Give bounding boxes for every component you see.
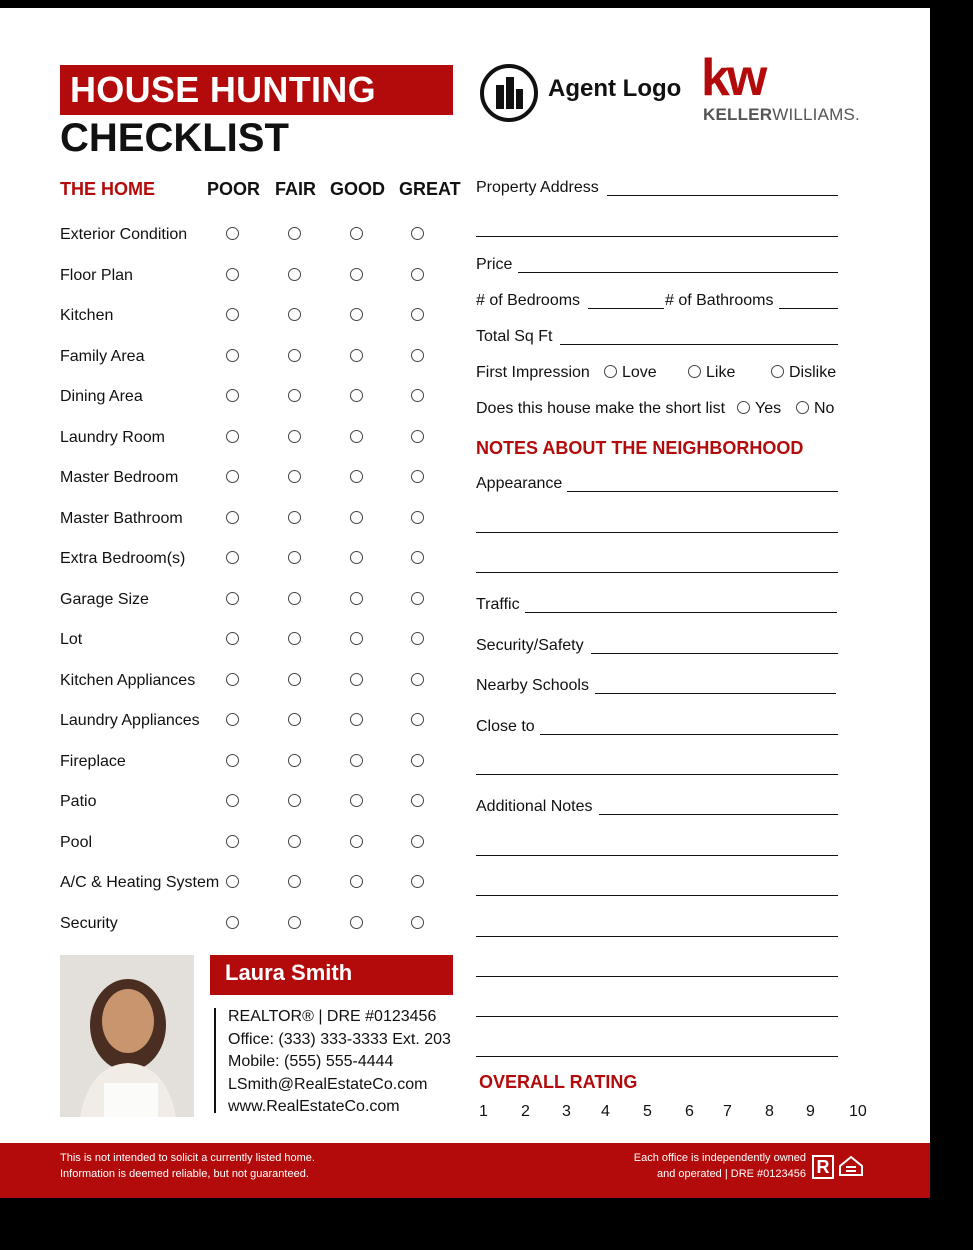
security-safety-label: Security/Safety [476,637,584,654]
rating-radio-good[interactable] [350,673,363,686]
rating-radio-fair[interactable] [288,673,301,686]
rating-radio-fair[interactable] [288,592,301,605]
home-row [60,791,460,815]
agent-website[interactable]: www.RealEstateCo.com [228,1098,400,1115]
rating-radio-good[interactable] [350,308,363,321]
rating-radio-great[interactable] [411,551,424,564]
additional-notes-line[interactable] [599,814,838,815]
home-row-label: Garage Size [60,590,149,608]
rating-radio-poor[interactable] [226,430,239,443]
rating-radio-good[interactable] [350,389,363,402]
rating-radio-good[interactable] [350,632,363,645]
rating-radio-great[interactable] [411,875,424,888]
home-row [60,508,460,532]
rating-radio-poor[interactable] [226,470,239,483]
rating-radio-poor[interactable] [226,511,239,524]
home-row-label: Master Bedroom [60,469,179,486]
rating-radio-good[interactable] [350,916,363,929]
rating-radio-fair[interactable] [288,875,301,888]
rating-radio-poor[interactable] [226,268,239,281]
home-heading: THE HOME [60,179,156,199]
additional-notes-line-6[interactable] [476,1016,838,1017]
radio-icon[interactable] [604,365,617,378]
additional-notes-line-7[interactable] [476,1056,838,1057]
rating-number[interactable]: 6 [685,1103,694,1120]
additional-notes-label: Additional Notes [476,798,593,815]
rating-radio-good[interactable] [350,430,363,443]
agent-email[interactable]: LSmith@RealEstateCo.com [228,1076,428,1093]
rating-radio-poor[interactable] [226,632,239,645]
sqft-label: Total Sq Ft [476,328,553,345]
rating-number[interactable]: 1 [479,1103,488,1120]
agent-portrait-icon [60,955,194,1117]
rating-radio-fair[interactable] [288,511,301,524]
rating-radio-fair[interactable] [288,754,301,767]
security-safety-line[interactable] [591,653,838,654]
rating-radio-good[interactable] [350,592,363,605]
rating-radio-great[interactable] [411,227,424,240]
rating-number[interactable]: 7 [723,1103,732,1120]
home-row-label: Fireplace [60,752,126,770]
impression-option-dislike[interactable]: Dislike [771,364,836,382]
home-row [60,265,460,289]
overall-rating-heading: OVERALL RATING [479,1072,638,1092]
home-row [60,467,460,491]
footer-disclaimer-line2: Information is deemed reliable, but not guaranteed. [60,1168,309,1180]
rating-number[interactable]: 4 [601,1103,610,1120]
home-row [60,872,460,896]
home-row [60,751,460,775]
rating-radio-poor[interactable] [226,551,239,564]
home-row-label: Dining Area [60,388,143,405]
appearance-line-2[interactable] [476,532,838,533]
agent-name-banner [210,955,453,995]
rating-number[interactable]: 5 [643,1103,652,1120]
bedrooms-label: # of Bedrooms [476,292,581,309]
home-row-label: Kitchen [60,307,114,324]
bedrooms-line[interactable] [588,308,664,309]
home-row [60,670,460,694]
home-row [60,832,460,856]
close-to-line-2[interactable] [476,774,838,775]
col-head-fair: FAIR [275,179,317,199]
rating-radio-poor[interactable] [226,673,239,686]
footer-bar [0,1143,930,1198]
rating-radio-poor[interactable] [226,754,239,767]
home-row [60,710,460,734]
agent-logo-text: Agent Logo [548,75,682,102]
rating-radio-great[interactable] [411,632,424,645]
rating-radio-poor[interactable] [226,916,239,929]
title-line1: HOUSE HUNTING [70,69,376,110]
agent-title: REALTOR® | DRE #0123456 [228,1008,437,1025]
appearance-line[interactable] [567,491,838,492]
neighborhood-heading: NOTES ABOUT THE NEIGHBORHOOD [476,438,804,458]
rating-radio-poor[interactable] [226,713,239,726]
footer-disclaimer-line1: This is not intended to solicit a currently listed home. [60,1152,315,1164]
home-row-label: Security [60,914,118,932]
property-address-line[interactable] [607,195,838,196]
col-head-good: GOOD [330,179,386,199]
rating-radio-poor[interactable] [226,308,239,321]
brokerage-logo-name: KELLERWILLIAMS. [703,105,860,124]
radio-icon[interactable] [688,365,701,378]
price-label: Price [476,256,513,273]
rating-radio-good[interactable] [350,754,363,767]
rating-radio-good[interactable] [350,511,363,524]
additional-notes-line-3[interactable] [476,895,838,896]
rating-radio-fair[interactable] [288,268,301,281]
appearance-line-3[interactable] [476,572,838,573]
radio-icon[interactable] [771,365,784,378]
rating-radio-fair[interactable] [288,308,301,321]
rating-number[interactable]: 8 [765,1103,774,1120]
shortlist-label: Does this house make the short list [476,400,726,417]
additional-notes-line-4[interactable] [476,936,838,937]
home-row [60,346,460,370]
brokerage-logo-mark: kw [701,49,765,107]
home-row-label: Pool [60,833,93,851]
home-row [60,305,460,329]
footer-ownership-line1: Each office is independently owned [633,1152,806,1164]
rating-radio-poor[interactable] [226,794,239,807]
agent-logo-icon [479,63,539,123]
nearby-schools-label: Nearby Schools [476,677,589,694]
bathrooms-label: # of Bathrooms [665,292,774,309]
rating-radio-fair[interactable] [288,794,301,807]
close-to-label: Close to [476,718,535,735]
rating-radio-great[interactable] [411,835,424,848]
home-row-label: Exterior Condition [60,226,188,243]
radio-icon[interactable] [737,401,750,414]
home-row-label: Kitchen Appliances [60,671,196,689]
rating-radio-poor[interactable] [226,389,239,402]
rating-radio-good[interactable] [350,227,363,240]
checklist-page [0,8,930,1198]
home-row-label: A/C & Heating System [60,874,220,891]
rating-radio-great[interactable] [411,713,424,726]
rating-radio-fair[interactable] [288,551,301,564]
home-row-label: Lot [60,631,83,648]
rating-radio-good[interactable] [350,794,363,807]
rating-radio-fair[interactable] [288,632,301,645]
rating-number[interactable]: 10 [849,1103,867,1120]
home-row-label: Laundry Room [60,428,165,446]
home-row-label: Master Bathroom [60,509,183,527]
rating-radio-fair[interactable] [288,835,301,848]
home-row [60,386,460,410]
title-line2: CHECKLIST [60,116,289,160]
price-line[interactable] [518,272,838,273]
rating-radio-poor[interactable] [226,227,239,240]
rating-radio-great[interactable] [411,349,424,362]
equal-housing-icon [838,1155,864,1179]
home-row [60,589,460,613]
rating-radio-poor[interactable] [226,875,239,888]
rating-radio-good[interactable] [350,835,363,848]
col-head-great: GREAT [399,179,461,199]
rating-radio-great[interactable] [411,268,424,281]
home-row [60,427,460,451]
additional-notes-line-2[interactable] [476,855,838,856]
rating-radio-fair[interactable] [288,349,301,362]
rating-number[interactable]: 3 [562,1103,571,1120]
rating-radio-fair[interactable] [288,389,301,402]
rating-radio-fair[interactable] [288,470,301,483]
rating-radio-great[interactable] [411,511,424,524]
rating-radio-great[interactable] [411,308,424,321]
impression-option-love[interactable]: Love [604,364,657,382]
impression-option-like[interactable]: Like [688,364,735,382]
home-row-label: Patio [60,793,97,810]
first-impression-label: First Impression [476,364,590,381]
agent-name: Laura Smith [225,960,353,985]
rating-number[interactable]: 2 [521,1103,530,1120]
footer-ownership-line2: and operated | DRE #0123456 [656,1168,806,1180]
radio-icon[interactable] [796,401,809,414]
shortlist-option-no[interactable]: No [796,400,834,418]
rating-radio-good[interactable] [350,875,363,888]
agent-divider [214,1008,216,1113]
rating-radio-great[interactable] [411,470,424,483]
close-to-line[interactable] [540,734,838,735]
rating-radio-good[interactable] [350,713,363,726]
rating-radio-great[interactable] [411,592,424,605]
rating-radio-fair[interactable] [288,227,301,240]
home-row [60,224,460,248]
rating-radio-good[interactable] [350,551,363,564]
agent-mobile-phone[interactable]: Mobile: (555) 555-4444 [228,1053,394,1070]
rating-radio-great[interactable] [411,673,424,686]
rating-radio-poor[interactable] [226,592,239,605]
rating-radio-good[interactable] [350,470,363,483]
rating-number[interactable]: 9 [806,1103,815,1120]
home-row [60,548,460,572]
rating-radio-fair[interactable] [288,430,301,443]
nearby-schools-line[interactable] [595,693,836,694]
realtor-logo-icon: R [812,1155,834,1179]
home-row [60,913,460,937]
home-row-label: Laundry Appliances [60,712,200,729]
rating-radio-great[interactable] [411,794,424,807]
home-row-label: Family Area [60,347,145,365]
rating-radio-fair[interactable] [288,713,301,726]
sqft-line[interactable] [560,344,838,345]
property-address-label: Property Address [476,179,599,196]
rating-radio-great[interactable] [411,916,424,929]
traffic-label: Traffic [476,596,520,613]
rating-radio-poor[interactable] [226,349,239,362]
rating-radio-great[interactable] [411,754,424,767]
rating-radio-great[interactable] [411,430,424,443]
home-row [60,629,460,653]
additional-notes-line-5[interactable] [476,976,838,977]
appearance-label: Appearance [476,475,563,492]
agent-photo [60,955,194,1117]
bathrooms-line[interactable] [779,308,838,309]
traffic-line[interactable] [525,612,837,613]
rating-radio-fair[interactable] [288,916,301,929]
rating-radio-great[interactable] [411,389,424,402]
rating-radio-poor[interactable] [226,835,239,848]
rating-radio-good[interactable] [350,268,363,281]
home-row-label: Extra Bedroom(s) [60,550,186,567]
home-row-label: Floor Plan [60,266,133,284]
rating-radio-good[interactable] [350,349,363,362]
property-address-line-2[interactable] [476,236,838,237]
col-head-poor: POOR [207,179,261,199]
title-banner [60,65,453,115]
agent-office-phone[interactable]: Office: (333) 333-3333 Ext. 203 [228,1031,451,1048]
shortlist-option-yes[interactable]: Yes [737,400,781,418]
